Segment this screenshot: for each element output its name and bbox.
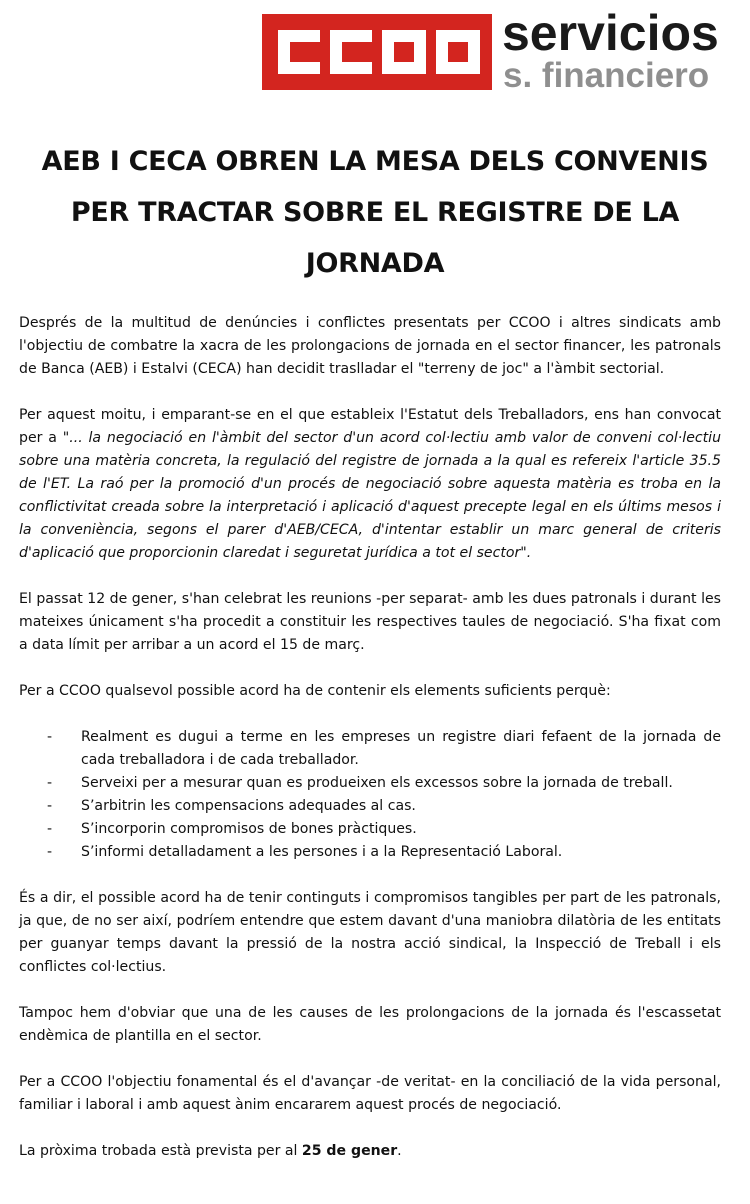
list-dash: - (47, 775, 53, 791)
article-body (19, 312, 721, 1163)
list-dash: - (47, 821, 53, 837)
next-meeting-date: 25 de gener (301, 1143, 398, 1159)
list-item-text: S’informi detalladament a les persones i a la Representació Laboral. (81, 844, 563, 860)
list-item (19, 818, 721, 841)
ccoo-logo-letters (262, 14, 492, 90)
ccoo-logo (262, 14, 492, 90)
paragraph-objective: Per a CCOO l'objectiu fonamental és el d'avançar -de veritat- en la conciliació de la vida personal, familiar i laboral i amb aquest ànim encararem aquest procés de negociació. (19, 1074, 721, 1113)
list-dash: - (47, 844, 53, 860)
requirements-list (19, 726, 721, 864)
list-item (19, 772, 721, 795)
list-item-text: Serveixi per a mesurar quan es produeixen els excessos sobre la jornada de treball. (81, 775, 673, 791)
list-item (19, 795, 721, 818)
brand-main: servicios (502, 5, 719, 61)
list-item (19, 841, 721, 864)
paragraph-conclusion: És a dir, el possible acord ha de tenir continguts i compromisos tangibles per part de les patronals, ja que, de no ser així, podríem entendre que estem davant d'una maniobra dilatòria de les entitats per guanyar temps davant la pressió de la nostra acció sindical, la Inspecció de Treball i els conflictes col·lectius. (19, 890, 721, 975)
paragraph-intro: Després de la multitud de denúncies i conflictes presentats per CCOO i altres sindicats amb l'objectiu de combatre la xacra de les prolongacions de jornada en el sector financer, les patronals de Banca (AEB) i Estalvi (CECA) han decidit traslladar el "terreny de joc" a l'àmbit sectorial. (19, 315, 721, 377)
brand-sub: s. financiero (503, 56, 710, 95)
list-item-text: S’incorporin compromisos de bones pràctiques. (81, 821, 417, 837)
next-meeting-end: . (397, 1143, 402, 1159)
list-item-text: Realment es dugui a terme en les empreses un registre diari fefaent de la jornada de cada treballadora i de cada treballador. (81, 729, 721, 768)
list-dash: - (47, 729, 53, 745)
convocation-intro: Per aquest moitu, i emparant-se en el que estableix l'Estatut dels Treballadors, ens han convocat per a " (19, 407, 721, 446)
list-item-text: S’arbitrin les compensacions adequades al cas. (81, 798, 416, 814)
paragraph-next-meeting (19, 1140, 721, 1163)
logo-text (262, 90, 263, 91)
paragraph-requirements-intro: Per a CCOO qualsevol possible acord ha de contenir els elements suficients perquè: (19, 683, 611, 699)
list-dash: - (47, 798, 53, 814)
paragraph-meetings: El passat 12 de gener, s'han celebrat les reunions -per separat- amb les dues patronals i durant les mateixes únicament s'ha procedit a constituir les respectives taules de negociació. S'ha fixat com a data límit per arribar a un acord el 15 de març. (19, 591, 721, 653)
paragraph-staffing: Tampoc hem d'obviar que una de les causes de les prolongacions de la jornada és l'escassetat endèmica de plantilla en el sector. (19, 1005, 721, 1044)
list-item (19, 726, 721, 772)
paragraph-convocation (19, 404, 721, 565)
convocation-quote: ... la negociació en l'àmbit del sector d'un acord col·lectiu amb valor de conveni col·lectiu sobre una matèria concreta, la regulació del registre de jornada a la qual es refereix l'article 35.5 de l'ET. La raó per la promoció d'un procés de negociació sobre aquesta matèria es troba en la conflictivitat creada sobre la interpretació i aplicació d'aquest precepte legal en els últims mesos i la conveniència, segons el parer d'AEB/CECA, d'intentar establir un marc general de criteris d'aplicació que proporcionin claredat i seguretat jurídica a tot el sector". (19, 430, 721, 561)
page-title: AEB I CECA OBREN LA MESA DELS CONVENIS PER TRACTAR SOBRE EL REGISTRE DE LA JORNADA (41, 146, 709, 279)
next-meeting-text: La pròxima trobada està prevista per al (19, 1143, 302, 1159)
